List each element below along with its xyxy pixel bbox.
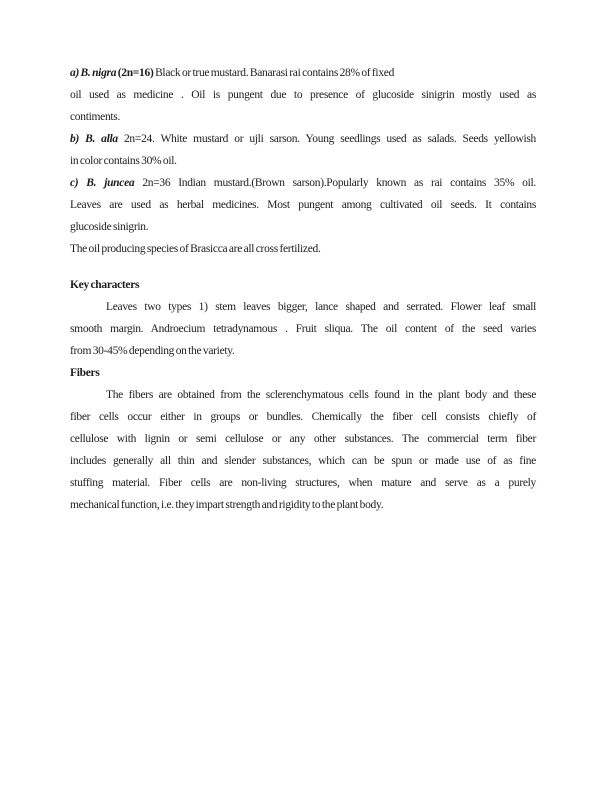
line-species-c-2: Leaves are used as herbal medicines. Most pungent among cultivated oil seeds. It contains [70, 199, 536, 211]
heading-key-characters: Key characters [70, 279, 140, 291]
line-species-b-1 [70, 128, 536, 150]
document-text-block [70, 62, 536, 516]
line-cross-fertilized-note: The oil producing species of Brasicca are all cross fertilized. [70, 243, 321, 255]
line-fibers-4: includes generally all thin and slender substances, which can be spun or made use of as fine [70, 455, 536, 467]
heading-fibers: Fibers [70, 367, 100, 379]
line-fibers-5: stuffing material. Fiber cells are non-living structures, when mature and serve as a purely [70, 477, 536, 489]
line-species-c-3: glucoside sinigrin. [70, 221, 149, 233]
line-key-characters-3: from 30-45% depending on the variety. [70, 345, 235, 357]
line-fibers-1: The fibers are obtained from the sclerenchymatous cells found in the plant body and these [106, 389, 536, 401]
line-fibers-3: cellulose with lignin or semi cellulose or any other substances. The commercial term fiber [70, 433, 536, 445]
line-species-a-3: contiments. [70, 111, 121, 123]
line-species-c-1 [70, 172, 536, 194]
species-a-label: a) B. nigra [70, 67, 118, 79]
line-fibers-6: mechanical function, i.e. they impart strength and rigidity to the plant body. [70, 499, 384, 511]
species-b-label: b) B. alla [70, 133, 124, 145]
line-fibers-2: fiber cells occur either in groups or bundles. Chemically the fiber cell consists chiefly of [70, 411, 536, 423]
line-species-a-1 [70, 62, 536, 84]
species-a-text-1: Black or true mustard. Banarasi rai contains 28% of fixed [155, 67, 395, 79]
species-c-text-1: 2n=36 Indian mustard.(Brown sarson).Popularly known as rai contains 35% oil. [142, 177, 536, 189]
line-species-b-2: in color contains 30% oil. [70, 155, 177, 167]
line-key-characters-1: Leaves two types 1) stem leaves bigger, lance shaped and serrated. Flower leaf small [106, 301, 536, 313]
species-b-text-1: 2n=24. White mustard or ujli sarson. Young seedlings used as salads. Seeds yellowish [123, 133, 536, 145]
line-species-a-2: oil used as medicine . Oil is pungent due to presence of glucoside sinigrin mostly used as [70, 89, 536, 101]
line-key-characters-2: smooth margin. Androecium tetradynamous . Fruit sliqua. The oil content of the seed varies [70, 323, 536, 335]
species-c-label: c) B. juncea [70, 177, 143, 189]
species-a-chromosome: (2n=16) [117, 67, 156, 79]
